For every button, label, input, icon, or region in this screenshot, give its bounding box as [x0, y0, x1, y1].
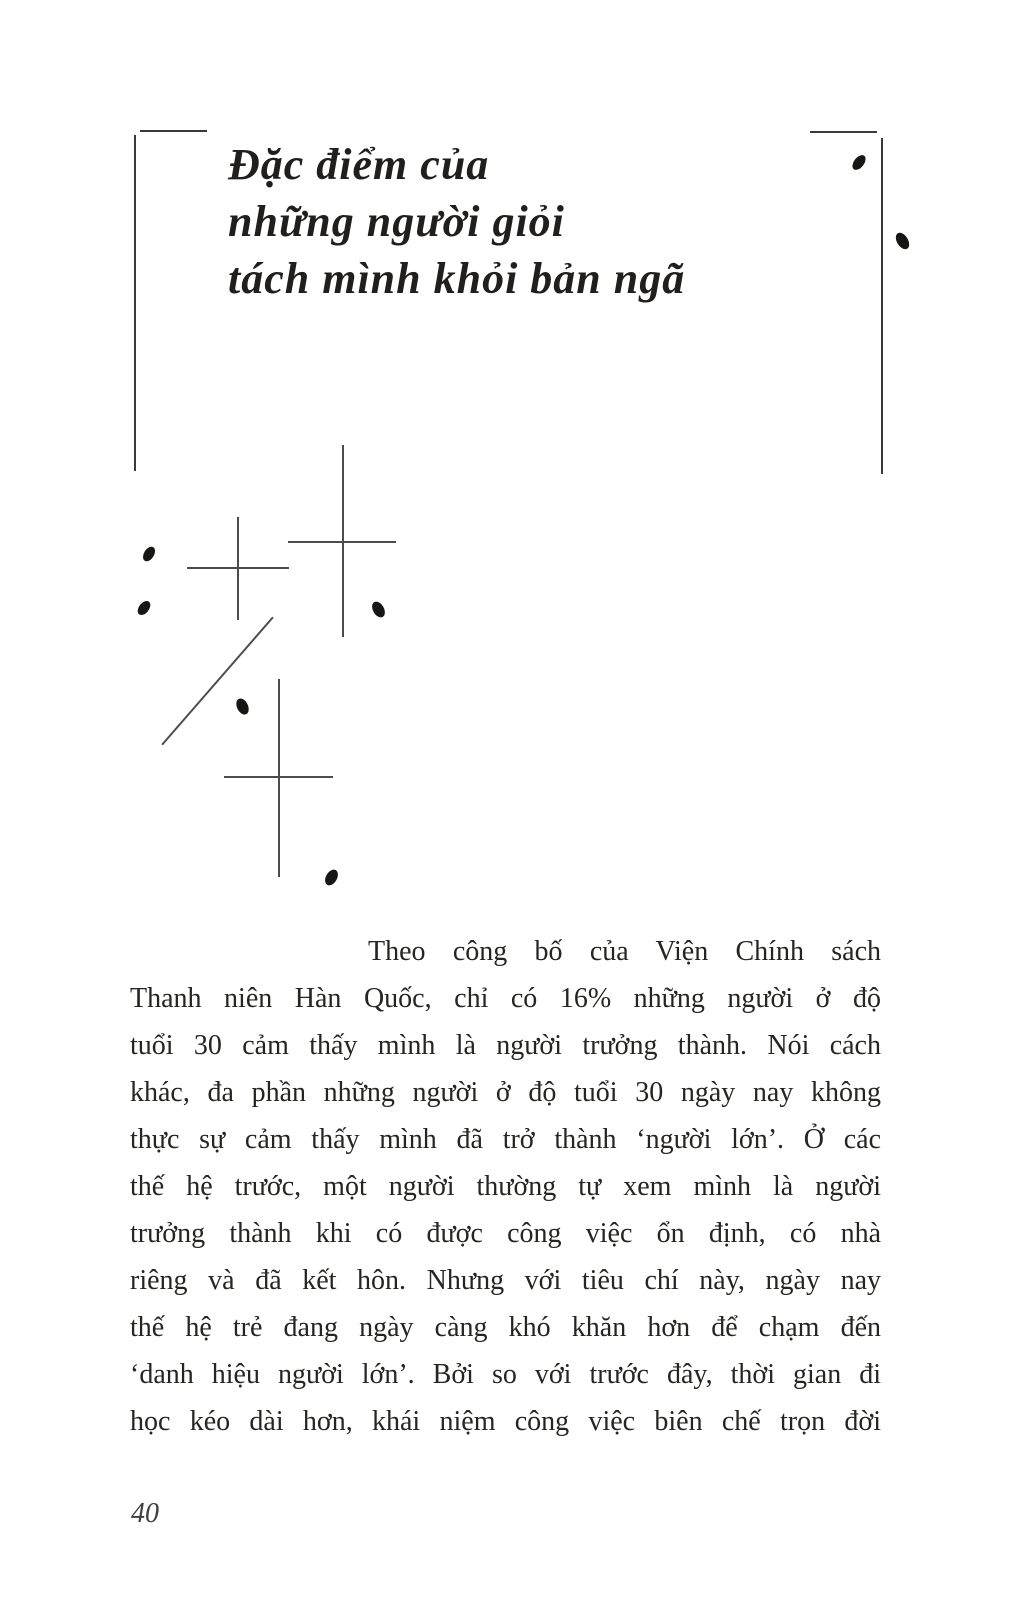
- corner-bracket-left-vertical: [134, 135, 136, 471]
- body-line: Thanh niên Hàn Quốc, chỉ có 16% những người ở độ: [130, 983, 881, 1014]
- corner-bracket-right-horizontal: [810, 131, 877, 133]
- page-number: 40: [131, 1498, 159, 1529]
- sparkle-cross-small-horizontal: [187, 567, 289, 569]
- sparkle-cross-large-horizontal: [288, 541, 396, 543]
- sparkle-cross-bottom-horizontal: [224, 776, 333, 778]
- body-line: riêng và đã kết hôn. Nhưng với tiêu chí này, ngày nay: [130, 1265, 881, 1296]
- body-line: thế hệ trước, một người thường tự xem mình là người: [130, 1171, 881, 1202]
- body-line: thế hệ trẻ đang ngày càng khó khăn hơn để chạm đến: [130, 1312, 881, 1343]
- body-line: khác, đa phần những người ở độ tuổi 30 ngày nay không: [130, 1077, 881, 1108]
- body-line: học kéo dài hơn, khái niệm công việc biên chế trọn đời: [130, 1406, 881, 1437]
- ink-dot-icon: [234, 696, 251, 716]
- chapter-title-line: những người giỏi: [228, 197, 565, 246]
- ink-dot-icon: [141, 545, 158, 564]
- corner-bracket-left-horizontal: [140, 130, 207, 132]
- chapter-title-line: tách mình khỏi bản ngã: [228, 254, 686, 303]
- apostrophe-dot-icon: [893, 230, 912, 251]
- apostrophe-dot-icon: [850, 153, 868, 173]
- ink-dot-icon: [322, 867, 340, 887]
- ink-dot-icon: [369, 599, 387, 619]
- diagonal-stroke: [161, 617, 273, 746]
- chapter-title: [228, 136, 685, 307]
- chapter-title-line: Đặc điểm của: [228, 140, 490, 189]
- sparkle-cross-bottom-vertical: [278, 679, 280, 877]
- body-paragraph: [130, 928, 881, 1445]
- body-line: trưởng thành khi có được công việc ổn định, có nhà: [130, 1218, 881, 1249]
- ink-dot-icon: [135, 599, 153, 618]
- body-line: Theo công bố của Viện Chính sách: [368, 936, 881, 967]
- body-line: thực sự cảm thấy mình đã trở thành ‘người lớn’. Ở các: [130, 1124, 881, 1155]
- corner-bracket-right-vertical: [881, 138, 883, 474]
- body-line: ‘danh hiệu người lớn’. Bởi so với trước đây, thời gian đi: [130, 1359, 881, 1390]
- body-line: tuổi 30 cảm thấy mình là người trưởng thành. Nói cách: [130, 1030, 881, 1061]
